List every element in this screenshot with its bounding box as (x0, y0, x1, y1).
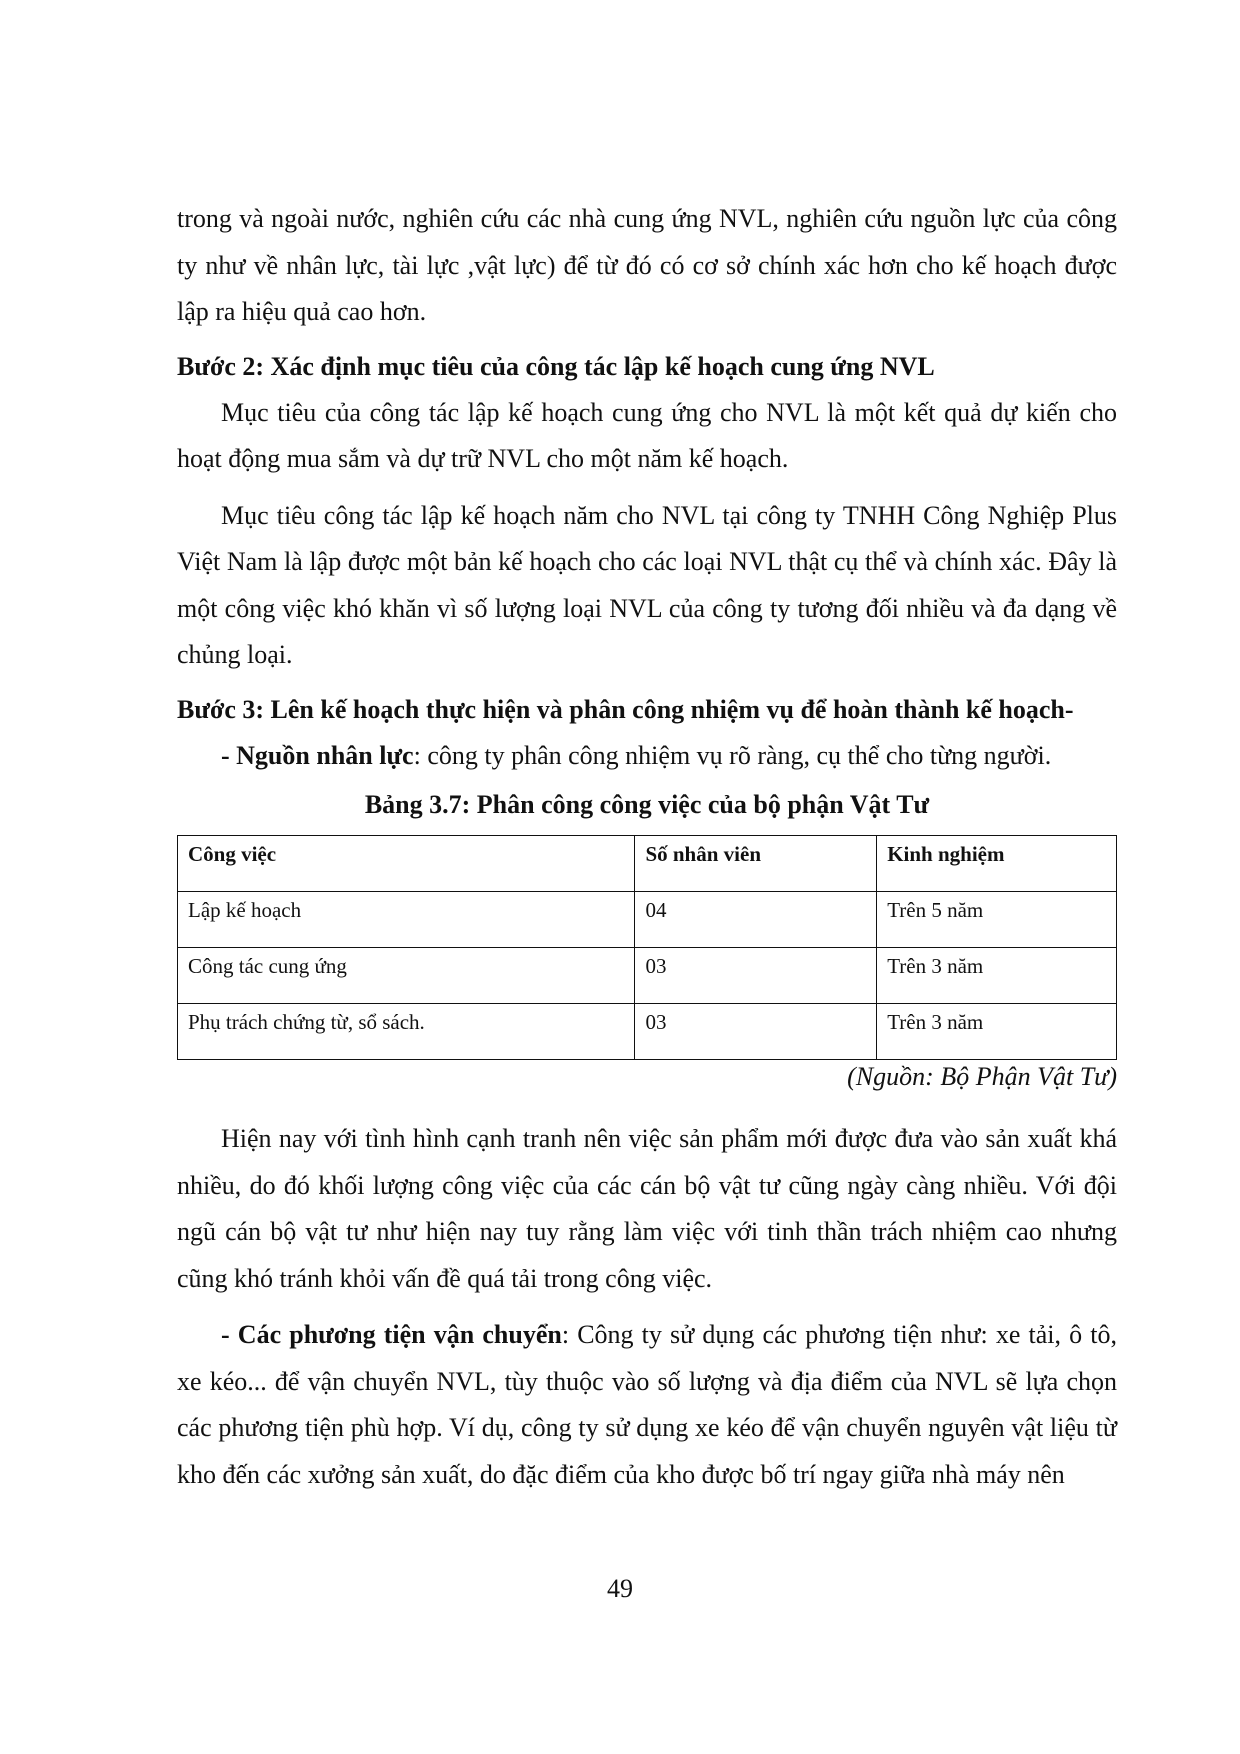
paragraph-objective-detail: Mục tiêu công tác lập kế hoạch năm cho NVL tại công ty TNHH Công Nghiệp Plus Việt Nam là lập được một bản kế hoạch cho các loại NVL thật cụ thể và chính xác. Đây là một công việc khó khăn vì số lượng loại NVL của công ty tương đối nhiều và đa dạng về chủng loại. (177, 500, 1117, 669)
table-row (178, 1004, 1117, 1060)
step-3-heading: Bước 3: Lên kế hoạch thực hiện và phân công nhiệm vụ để hoàn thành kế hoạch- (177, 694, 1074, 724)
header-cell-job: Công việc (178, 836, 635, 892)
header-cell-experience: Kinh nghiệm (877, 836, 1117, 892)
transport-label: - Các phương tiện vận chuyển (221, 1320, 562, 1349)
transport-text: : Công ty sử dụng các phương tiện như: xe tải, ô tô, xe kéo... để vận chuyển NVL, tùy thuộc vào số lượng và địa điểm của NVL sẽ lựa chọn các phương tiện phù hợp. Ví dụ, công ty sử dụng xe kéo để vận chuyển nguyên vật liệu từ kho đến các xưởng sản xuất, do đặc điểm của kho được bố trí ngay giữa nhà máy nên (177, 1320, 1118, 1489)
spacer (177, 1094, 1117, 1116)
table-cell: 04 (635, 892, 877, 948)
step-2-heading: Bước 2: Xác định mục tiêu của công tác lập kế hoạch cung ứng NVL (177, 351, 935, 381)
paragraph-human-resources (177, 733, 1117, 780)
table-cell: Trên 3 năm (877, 1004, 1117, 1060)
header-cell-staff-count: Số nhân viên (635, 836, 877, 892)
table-cell: 03 (635, 1004, 877, 1060)
table-cell: Trên 3 năm (877, 948, 1117, 1004)
paragraph-objective: Mục tiêu của công tác lập kế hoạch cung ứng cho NVL là một kết quả dự kiến cho hoạt động mua sắm và dự trữ NVL cho một năm kế hoạch. (177, 397, 1117, 473)
human-resources-label: - Nguồn nhân lực (221, 740, 414, 770)
table-cell: Công tác cung ứng (178, 948, 635, 1004)
table-cell: Lập kế hoạch (178, 892, 635, 948)
paragraph-workload: Hiện nay với tình hình cạnh tranh nên việc sản phẩm mới được đưa vào sản xuất khá nhiều, do đó khối lượng công việc của các cán bộ vật tư cũng ngày càng nhiều. Với đội ngũ cán bộ vật tư như hiện nay tuy rằng làm việc với tinh thần trách nhiệm cao nhưng cũng khó tránh khỏi vấn đề quá tải trong công việc. (177, 1124, 1117, 1293)
table-cell: Phụ trách chứng từ, sổ sách. (178, 1004, 635, 1060)
page-content (177, 196, 1117, 1498)
task-assignment-table (177, 835, 1117, 1060)
human-resources-text: : công ty phân công nhiệm vụ rõ ràng, cụ thể cho từng người. (413, 740, 1052, 770)
table-caption: Bảng 3.7: Phân công công việc của bộ phận Vật Tư (364, 790, 930, 819)
table-source: (Nguồn: Bộ Phận Vật Tư) (847, 1062, 1117, 1091)
table-cell: Trên 5 năm (877, 892, 1117, 948)
paragraph-transport (177, 1312, 1117, 1498)
table-row (178, 892, 1117, 948)
table-header-row (178, 836, 1117, 892)
paragraph-intro: trong và ngoài nước, nghiên cứu các nhà cung ứng NVL, nghiên cứu nguồn lực của công ty như về nhân lực, tài lực ,vật lực) để từ đó có cơ sở chính xác hơn cho kế hoạch được lập ra hiệu quả cao hơn. (177, 204, 1117, 326)
page-number: 49 (607, 1574, 633, 1603)
table-cell: 03 (635, 948, 877, 1004)
table-row (178, 948, 1117, 1004)
